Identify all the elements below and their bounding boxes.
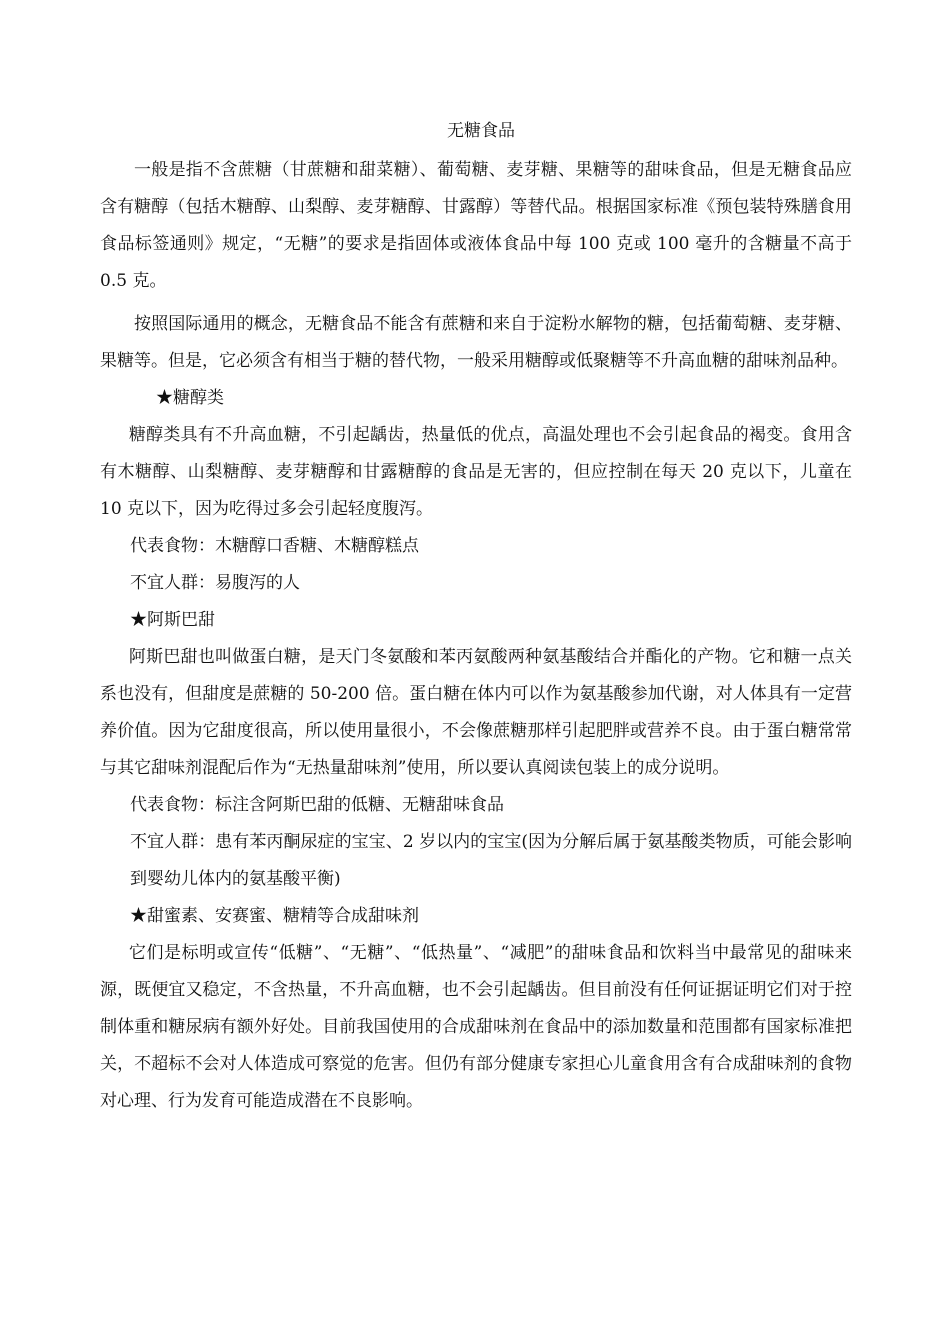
section-heading-aspartame: ★阿斯巴甜: [130, 610, 215, 630]
section-body-sugar-alcohols: 糖醇类具有不升高血糖，不引起龋齿，热量低的优点，高温处理也不会引起食品的褐变。食用含有木糖醇、山梨糖醇、麦芽糖醇和甘露糖醇的食品是无害的，但应控制在每天 20 克以下，儿童在 10 克以下，因为吃得过多会引起轻度腹泻。: [100, 425, 852, 519]
section-body-aspartame: 阿斯巴甜也叫做蛋白糖，是天门冬氨酸和苯丙氨酸两种氨基酸结合并酯化的产物。它和糖一点关系也没有，但甜度是蔗糖的 50-200 倍。蛋白糖在体内可以作为氨基酸参加代谢，对人体具有一定营养价值。因为它甜度很高，所以使用量很小，不会像蔗糖那样引起肥胖或营养不良。由于蛋白糖常常与其它甜味剂混配后作为“无热量甜味剂”使用，所以要认真阅读包装上的成分说明。: [100, 647, 852, 778]
section-heading-sugar-alcohols: ★糖醇类: [156, 388, 224, 408]
section-heading-synthetic-sweeteners: ★甜蜜素、安赛蜜、糖精等合成甜味剂: [130, 906, 419, 926]
representative-foods-sugar-alcohols: 代表食物：木糖醇口香糖、木糖醇糕点: [130, 536, 419, 556]
section-body-synthetic-sweeteners: 它们是标明或宣传“低糖”、“无糖”、“低热量”、“减肥”的甜味食品和饮料当中最常见的甜味来源，既便宜又稳定，不含热量，不升高血糖，也不会引起龋齿。但目前没有任何证据证明它们对于控制体重和糖尿病有额外好处。目前我国使用的合成甜味剂在食品中的添加数量和范围都有国家标准把关，不超标不会对人体造成可察觉的危害。但仍有部分健康专家担心儿童食用含有合成甜味剂的食物对心理、行为发育可能造成潜在不良影响。: [100, 943, 852, 1111]
intro-paragraph-1: 一般是指不含蔗糖（甘蔗糖和甜菜糖）、葡萄糖、麦芽糖、果糖等的甜味食品，但是无糖食品应含有糖醇（包括木糖醇、山梨醇、麦芽糖醇、甘露醇）等替代品。根据国家标准《预包装特殊膳食用食品标签通则》规定，“无糖”的要求是指固体或液体食品中每 100 克或 100 毫升的含糖量不高于 0.5 克。: [100, 160, 852, 291]
unsuitable-people-sugar-alcohols: 不宜人群：易腹泻的人: [130, 573, 300, 593]
document-page: [100, 118, 852, 1120]
unsuitable-people-aspartame: 不宜人群：患有苯丙酮尿症的宝宝、2 岁以内的宝宝(因为分解后属于氨基酸类物质，可能会影响到婴幼儿体内的氨基酸平衡): [130, 832, 852, 889]
representative-foods-aspartame: 代表食物：标注含阿斯巴甜的低糖、无糖甜味食品: [130, 795, 504, 815]
intro-paragraph-2: 按照国际通用的概念，无糖食品不能含有蔗糖和来自于淀粉水解物的糖，包括葡萄糖、麦芽糖、果糖等。但是，它必须含有相当于糖的替代物，一般采用糖醇或低聚糖等不升高血糖的甜味剂品种。: [100, 314, 852, 371]
document-title: 无糖食品: [447, 121, 515, 141]
